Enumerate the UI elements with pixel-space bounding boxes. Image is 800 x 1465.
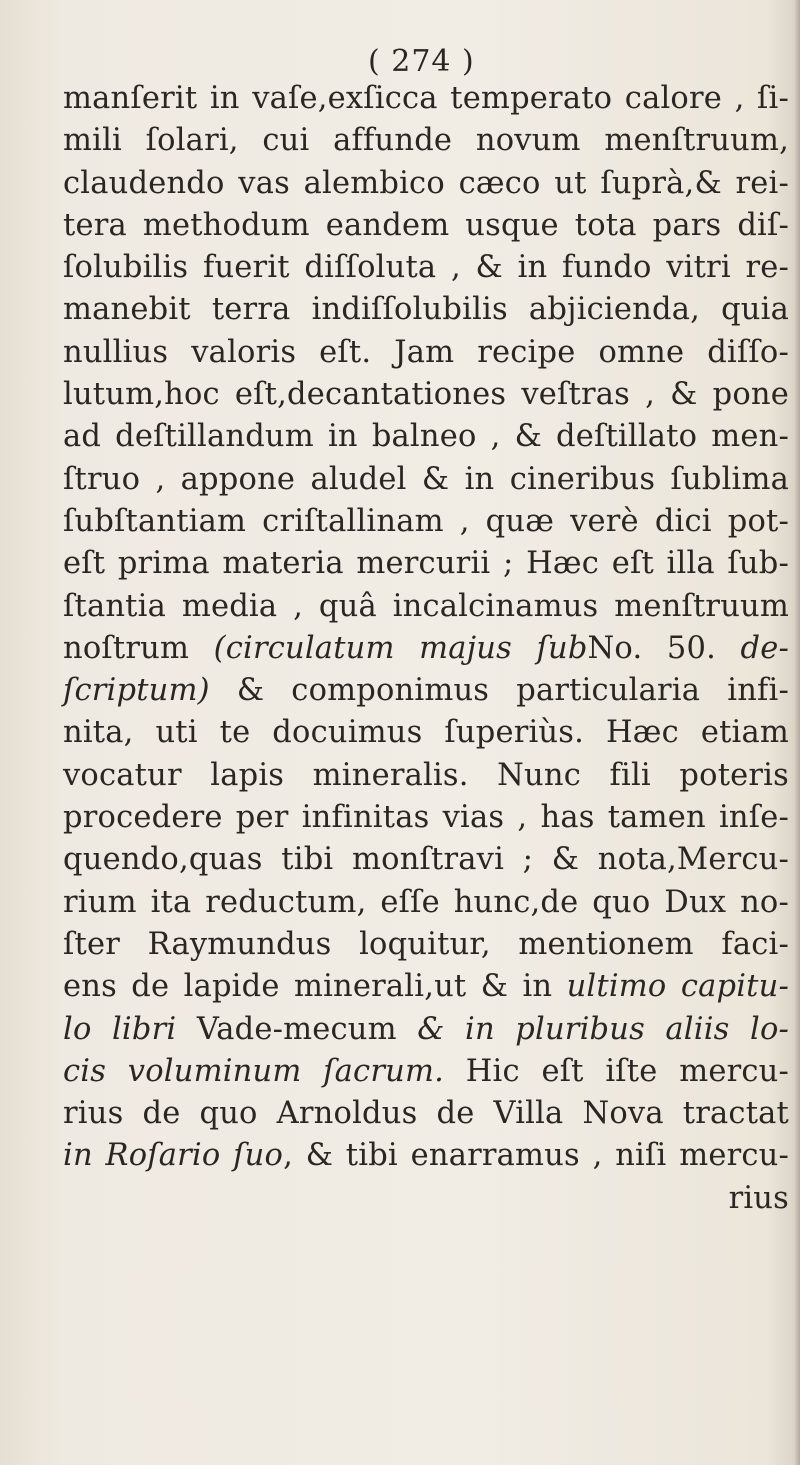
text-segment: mili ſolari, cui affunde novum menſtruum, xyxy=(63,123,789,159)
text-segment: ſtruo , appone aludel & in cineribus ſublima xyxy=(63,461,789,497)
text-segment: noſtrum xyxy=(63,630,214,666)
text-segment: claudendo vas alembico cæco ut ſuprà,& rei- xyxy=(63,165,789,201)
text-line xyxy=(63,501,789,543)
text-segment: rium ita reductum, eſſe hunc,de quo Dux no- xyxy=(63,884,789,920)
text-line xyxy=(63,882,789,924)
text-line xyxy=(63,120,789,162)
text-segment: procedere per infinitas vias , has tamen inſe- xyxy=(63,800,789,836)
text-line xyxy=(63,332,789,374)
page-number: ( 274 ) xyxy=(368,44,475,79)
text-segment: Vade-mecum xyxy=(176,1011,418,1047)
text-segment: Hic eſt iſte mercu- xyxy=(443,1053,789,1089)
text-line xyxy=(63,78,789,120)
text-line xyxy=(63,247,789,289)
text-line xyxy=(63,839,789,881)
text-line xyxy=(63,670,789,712)
italic-text-segment: lo libri xyxy=(63,1011,177,1047)
text-line xyxy=(63,1009,789,1051)
italic-text-segment: ultimo capitu- xyxy=(566,969,789,1005)
text-segment: , & tibi enarramus , niſi mercu- xyxy=(283,1138,789,1174)
italic-text-segment: in Roſario ſuo xyxy=(63,1138,284,1174)
text-line xyxy=(63,416,789,458)
text-line xyxy=(63,374,789,416)
text-line xyxy=(63,966,789,1008)
text-line xyxy=(63,1135,789,1177)
text-segment: nullius valoris eſt. Jam recipe omne diſſo- xyxy=(63,334,789,370)
text-line xyxy=(63,163,789,205)
italic-text-segment: ſcriptum) xyxy=(63,673,210,709)
text-line xyxy=(63,543,789,585)
italic-text-segment: cis voluminum ſacrum. xyxy=(63,1053,444,1089)
text-segment: ſter Raymundus loquitur, mentionem faci- xyxy=(63,926,789,962)
text-segment: eſt prima materia mercurii ; Hæc eſt illa ſub- xyxy=(63,546,789,582)
text-line xyxy=(63,797,789,839)
text-segment: ſubſtantiam criſtallinam , quæ verè dici pot- xyxy=(63,503,789,539)
text-line xyxy=(63,1051,789,1093)
text-line xyxy=(63,924,789,966)
text-segment: ſolubilis fuerit diſſoluta , & in fundo vitri re- xyxy=(63,250,789,286)
text-line xyxy=(63,755,789,797)
text-segment: ſtantia media , quâ incalcinamus menſtruum xyxy=(63,588,789,624)
text-line xyxy=(63,205,789,247)
text-segment: lutum,hoc eſt,decantationes veſtras , & pone xyxy=(63,377,789,413)
text-segment: manſerit in vaſe,exſicca temperato calore , ſi- xyxy=(63,81,789,116)
italic-text-segment: & in pluribus aliis lo- xyxy=(417,1011,790,1047)
text-segment: manebit terra indiſſolubilis abjicienda, quia xyxy=(63,292,789,328)
body-text xyxy=(63,78,789,1220)
text-segment: No. 50. xyxy=(587,630,741,666)
text-segment: ens de lapide minerali,ut & in xyxy=(63,969,567,1005)
text-segment: quendo,quas tibi monſtravi ; & nota,Mercu- xyxy=(63,842,789,878)
text-segment: & componimus particularia infi- xyxy=(209,673,789,709)
text-segment: nita, uti te docuimus ſuperiùs. Hæc etiam xyxy=(63,715,789,751)
text-segment: ad deſtillandum in balneo , & deſtillato men- xyxy=(63,419,789,455)
text-line xyxy=(63,712,789,754)
text-line xyxy=(63,459,789,501)
text-line xyxy=(63,628,789,670)
text-line xyxy=(63,289,789,331)
text-line xyxy=(63,586,789,628)
text-segment: rius de quo Arnoldus de Villa Nova tractat xyxy=(63,1096,789,1132)
text-line xyxy=(63,1093,789,1135)
text-segment: vocatur lapis mineralis. Nunc fili poteris xyxy=(63,757,789,793)
page-edge-shadow xyxy=(794,0,800,1465)
italic-text-segment: de- xyxy=(740,630,789,666)
text-segment: tera methodum eandem usque tota pars diſ- xyxy=(63,207,789,243)
catchword: rius xyxy=(728,1180,789,1216)
italic-text-segment: (circulatum majus ſub xyxy=(213,630,588,666)
